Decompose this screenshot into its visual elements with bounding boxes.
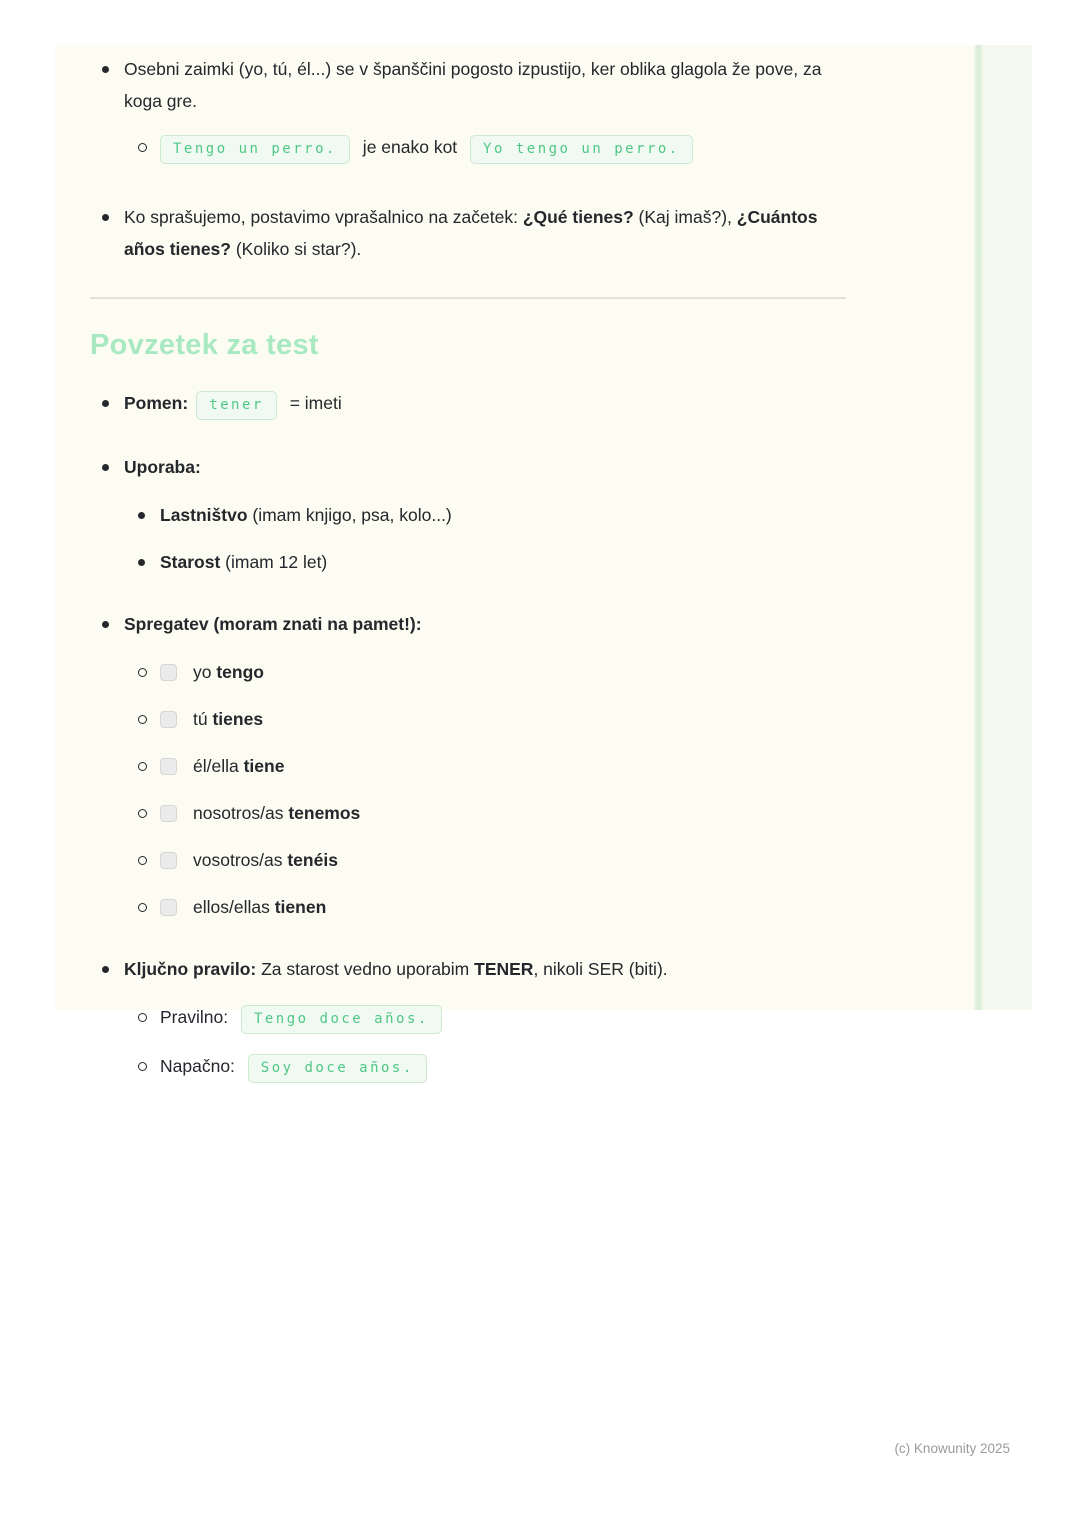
text-run: nosotros/as	[193, 803, 289, 823]
list-item	[126, 547, 846, 577]
intro-list	[90, 53, 846, 265]
list-item-text	[193, 845, 846, 875]
disc-bullet-icon	[90, 387, 124, 419]
section-divider	[90, 297, 846, 299]
circle-bullet-icon	[126, 845, 160, 875]
list-item	[126, 657, 846, 687]
list-item-text	[160, 547, 846, 577]
text-run: (imam knjigo, psa, kolo...)	[247, 505, 452, 525]
text-run: Ko sprašujemo, postavimo vprašalnico na začetek:	[124, 207, 523, 227]
list-item-text	[193, 657, 846, 687]
disc-bullet-icon	[90, 953, 124, 985]
list-item	[126, 127, 846, 167]
text-run: ellos/ellas	[193, 897, 275, 917]
bold-text: Ključno pravilo:	[124, 959, 257, 979]
code-chip: Tengo doce años.	[241, 1005, 442, 1034]
list-item-text	[193, 704, 846, 734]
list-item	[90, 201, 846, 265]
bold-text: Lastništvo	[160, 505, 248, 525]
list-item	[126, 845, 846, 875]
bold-text: TENER	[474, 959, 534, 979]
bold-text: tiene	[243, 756, 285, 776]
disc-bullet-icon	[126, 547, 160, 577]
summary-list	[90, 387, 846, 1083]
sub-list	[126, 657, 846, 922]
list-item-text	[160, 500, 846, 530]
checkbox[interactable]	[160, 758, 177, 775]
text-run: Osebni zaimki (yo, tú, él...) se v španščini pogosto izpustijo, ker oblika glagola že pove, za koga gre.	[124, 59, 822, 111]
checkbox[interactable]	[160, 899, 177, 916]
list-item	[90, 953, 846, 985]
text-run: Za starost vedno uporabim	[256, 959, 475, 979]
sub-list	[126, 1002, 846, 1083]
code-chip: Soy doce años.	[248, 1054, 427, 1083]
bold-text: ¿Qué tienes?	[522, 207, 634, 227]
list-item	[126, 751, 846, 781]
text-run: je enako kot	[357, 137, 463, 157]
list-item-text	[193, 751, 846, 781]
text-run: (Kaj imaš?),	[633, 207, 737, 227]
circle-bullet-icon	[126, 1051, 160, 1081]
panel-right-strip	[983, 45, 1032, 1010]
bold-text: tenéis	[287, 850, 338, 870]
bold-text: Starost	[160, 552, 221, 572]
list-item-text	[193, 798, 846, 828]
sub-list	[126, 500, 846, 577]
text-run: Napačno:	[160, 1056, 240, 1076]
sub-list	[126, 127, 846, 167]
bold-text: Pomen:	[124, 393, 189, 413]
bold-text: Spregatev (moram znati na pamet!):	[124, 614, 422, 634]
list-item-text	[124, 53, 846, 117]
checkbox[interactable]	[160, 711, 177, 728]
list-item	[90, 608, 846, 640]
circle-bullet-icon	[126, 751, 160, 781]
list-item	[90, 53, 846, 117]
code-chip: Yo tengo un perro.	[470, 135, 693, 164]
list-item	[126, 500, 846, 530]
section-title: Povzetek za test	[90, 329, 319, 361]
bold-text: tienes	[212, 709, 264, 729]
text-run: vosotros/as	[193, 850, 288, 870]
circle-bullet-icon	[126, 892, 160, 922]
notes-page-panel	[55, 45, 1032, 1076]
list-item	[90, 387, 846, 420]
list-item	[126, 1002, 846, 1034]
list-item-text	[160, 127, 846, 167]
list-item-text	[124, 608, 846, 640]
code-chip: Tengo un perro.	[160, 135, 350, 164]
bold-text: tienen	[274, 897, 327, 917]
list-item-text	[193, 892, 846, 922]
disc-bullet-icon	[90, 608, 124, 640]
text-run: (imam 12 let)	[220, 552, 328, 572]
bold-text: ¿Cuántos años tienes?	[124, 207, 818, 259]
circle-bullet-icon	[126, 798, 160, 828]
text-run: (Koliko si star?).	[230, 239, 362, 259]
bold-text: tenemos	[288, 803, 361, 823]
text-run: = imeti	[284, 393, 342, 413]
text-run: él/ella	[193, 756, 244, 776]
list-item	[126, 704, 846, 734]
checkbox[interactable]	[160, 664, 177, 681]
list-item	[90, 451, 846, 483]
text-run: Pravilno:	[160, 1007, 233, 1027]
disc-bullet-icon	[90, 53, 124, 85]
list-item-text	[124, 953, 846, 985]
accent-bar	[974, 45, 983, 1010]
circle-bullet-icon	[126, 704, 160, 734]
text-run: yo	[193, 662, 217, 682]
bold-text: Uporaba:	[124, 457, 201, 477]
list-item-text	[124, 387, 846, 420]
list-item-text	[124, 201, 846, 265]
disc-bullet-icon	[90, 451, 124, 483]
text-run: tú	[193, 709, 213, 729]
list-item-text	[160, 1002, 846, 1034]
list-item	[126, 892, 846, 922]
list-item-text	[124, 451, 846, 483]
disc-bullet-icon	[126, 500, 160, 530]
circle-bullet-icon	[126, 657, 160, 687]
checkbox[interactable]	[160, 852, 177, 869]
text-run: , nikoli SER (biti).	[533, 959, 668, 979]
copyright-note: (c) Knowunity 2025	[894, 1441, 1010, 1456]
page-content	[55, 45, 846, 1083]
bold-text: tengo	[216, 662, 264, 682]
circle-bullet-icon	[126, 127, 160, 167]
checkbox[interactable]	[160, 805, 177, 822]
list-item	[126, 1051, 846, 1083]
circle-bullet-icon	[126, 1002, 160, 1032]
list-item	[126, 798, 846, 828]
disc-bullet-icon	[90, 201, 124, 233]
code-chip: tener	[196, 391, 277, 420]
list-item-text	[160, 1051, 846, 1083]
